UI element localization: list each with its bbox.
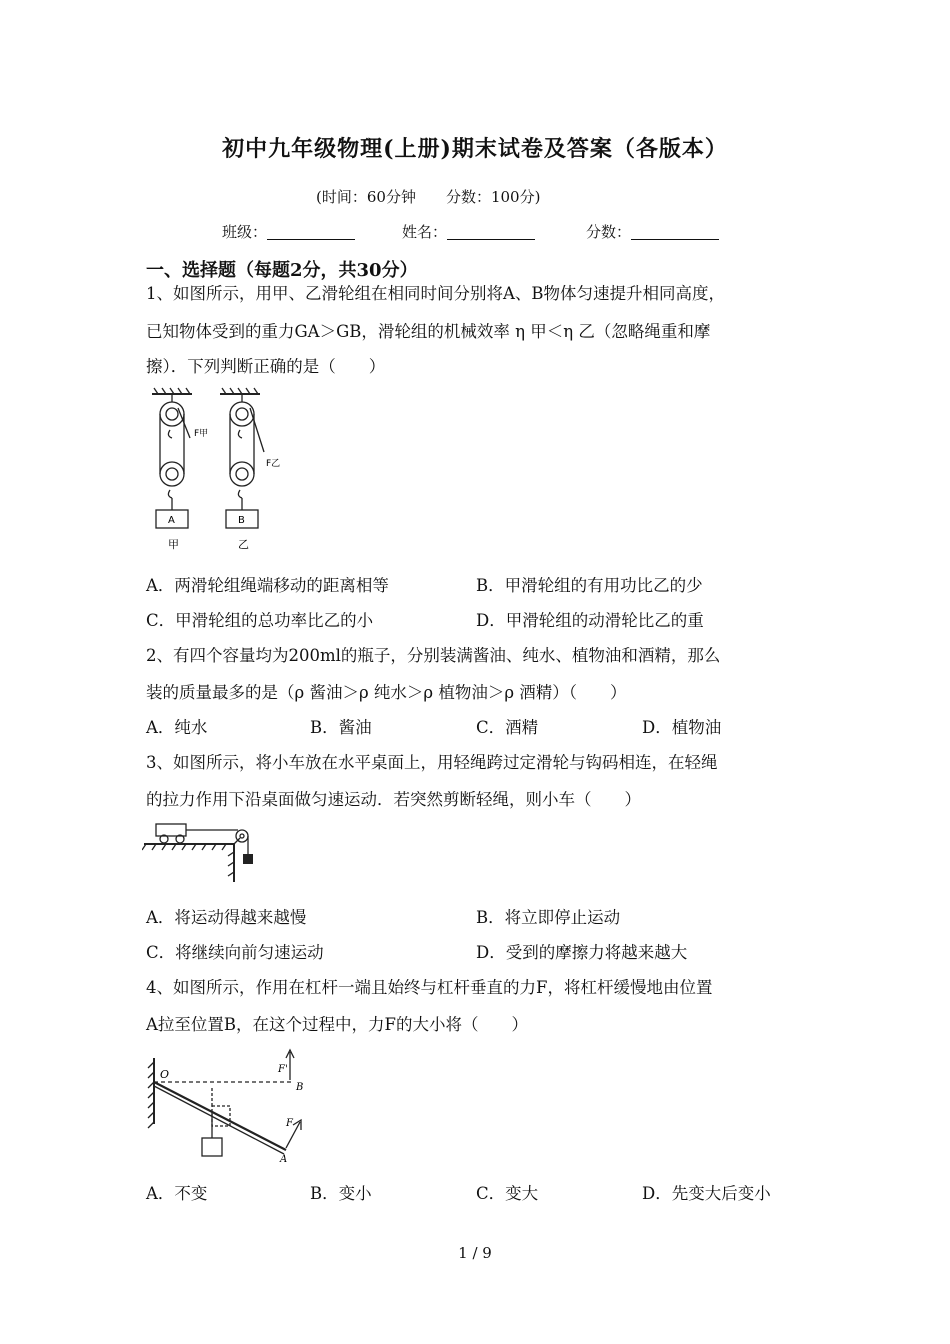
- q1-line-2: 已知物体受到的重力GA＞GB，滑轮组的机械效率 η 甲＜η 乙（忽略绳重和摩: [146, 322, 711, 341]
- q3-option-d: D．受到的摩擦力将越来越大: [476, 943, 688, 962]
- label-f-yi: F乙: [266, 459, 281, 469]
- page-number: 1 / 9: [458, 1244, 492, 1262]
- q1-line-1: 1、如图所示，用甲、乙滑轮组在相同时间分别将A、B物体匀速提升相同高度，: [146, 284, 726, 303]
- field-class-blank: [267, 223, 355, 240]
- q3-option-c: C．将继续向前匀速运动: [146, 943, 324, 962]
- pulley-figure: [140, 386, 300, 558]
- q1-option-d: D．甲滑轮组的动滑轮比乙的重: [476, 611, 704, 630]
- q4-line-1: 4、如图所示，作用在杠杆一端且始终与杠杆垂直的力F，将杠杆缓慢地由位置: [146, 978, 713, 997]
- q3-line-2: 的拉力作用下沿桌面做匀速运动．若突然剪断轻绳，则小车（ ）: [146, 790, 641, 809]
- q2-line-2: 装的质量最多的是（ρ 酱油＞ρ 纯水＞ρ 植物油＞ρ 酒精）（ ）: [146, 683, 627, 702]
- q2-option-b: B．酱油: [310, 718, 372, 737]
- lever-figure: [146, 1044, 316, 1164]
- q1-option-b: B．甲滑轮组的有用功比乙的少: [476, 576, 703, 595]
- label-a: A: [280, 1154, 288, 1164]
- field-name-blank: [447, 223, 535, 240]
- q3-line-1: 3、如图所示，将小车放在水平桌面上，用轻绳跨过定滑轮与钩码相连，在轻绳: [146, 753, 718, 772]
- q2-option-d: D．植物油: [642, 718, 722, 737]
- label-f-prime: F': [278, 1064, 288, 1075]
- field-score-label: 分数：: [586, 223, 632, 241]
- label-b: B: [296, 1082, 304, 1093]
- caption-yi: 乙: [238, 538, 249, 551]
- label-box-b: B: [238, 515, 245, 526]
- q3-option-a: A．将运动得越来越慢: [146, 908, 307, 927]
- q4-option-c: C．变大: [476, 1184, 539, 1203]
- q4-option-a: A．不变: [146, 1184, 208, 1203]
- q4-option-d: D．先变大后变小: [642, 1184, 771, 1203]
- field-name-label: 姓名：: [402, 223, 448, 241]
- field-class-label: 班级：: [222, 223, 268, 241]
- exam-info: (时间：60分钟 分数：100分): [316, 188, 541, 206]
- field-name: [402, 221, 535, 242]
- q1-line-3: 擦）．下列判断正确的是（ ）: [146, 357, 386, 376]
- field-score: [586, 221, 719, 242]
- q4-option-b: B．变小: [310, 1184, 372, 1203]
- field-score-blank: [631, 223, 719, 240]
- label-f: F: [286, 1118, 293, 1129]
- q1-option-c: C．甲滑轮组的总功率比乙的小: [146, 611, 374, 630]
- q2-line-1: 2、有四个容量均为200ml的瓶子，分别装满酱油、纯水、植物油和酒精，那么: [146, 646, 721, 665]
- label-f-jia: F甲: [194, 429, 209, 439]
- q2-option-c: C．酒精: [476, 718, 539, 737]
- field-class: [222, 221, 355, 242]
- section-heading: 一、选择题（每题2分，共30分）: [146, 260, 418, 281]
- cart-figure: [142, 816, 262, 888]
- hook-weight: [243, 854, 253, 864]
- q2-option-a: A．纯水: [146, 718, 208, 737]
- caption-jia: 甲: [168, 538, 179, 551]
- label-box-a: A: [168, 515, 175, 526]
- q3-option-b: B．将立即停止运动: [476, 908, 621, 927]
- q1-option-a: A．两滑轮组绳端移动的距离相等: [146, 576, 389, 595]
- q4-line-2: A拉至位置B，在这个过程中，力F的大小将（ ）: [146, 1015, 528, 1034]
- label-o: O: [160, 1068, 170, 1081]
- page-title: 初中九年级物理(上册)期末试卷及答案（各版本）: [222, 136, 728, 162]
